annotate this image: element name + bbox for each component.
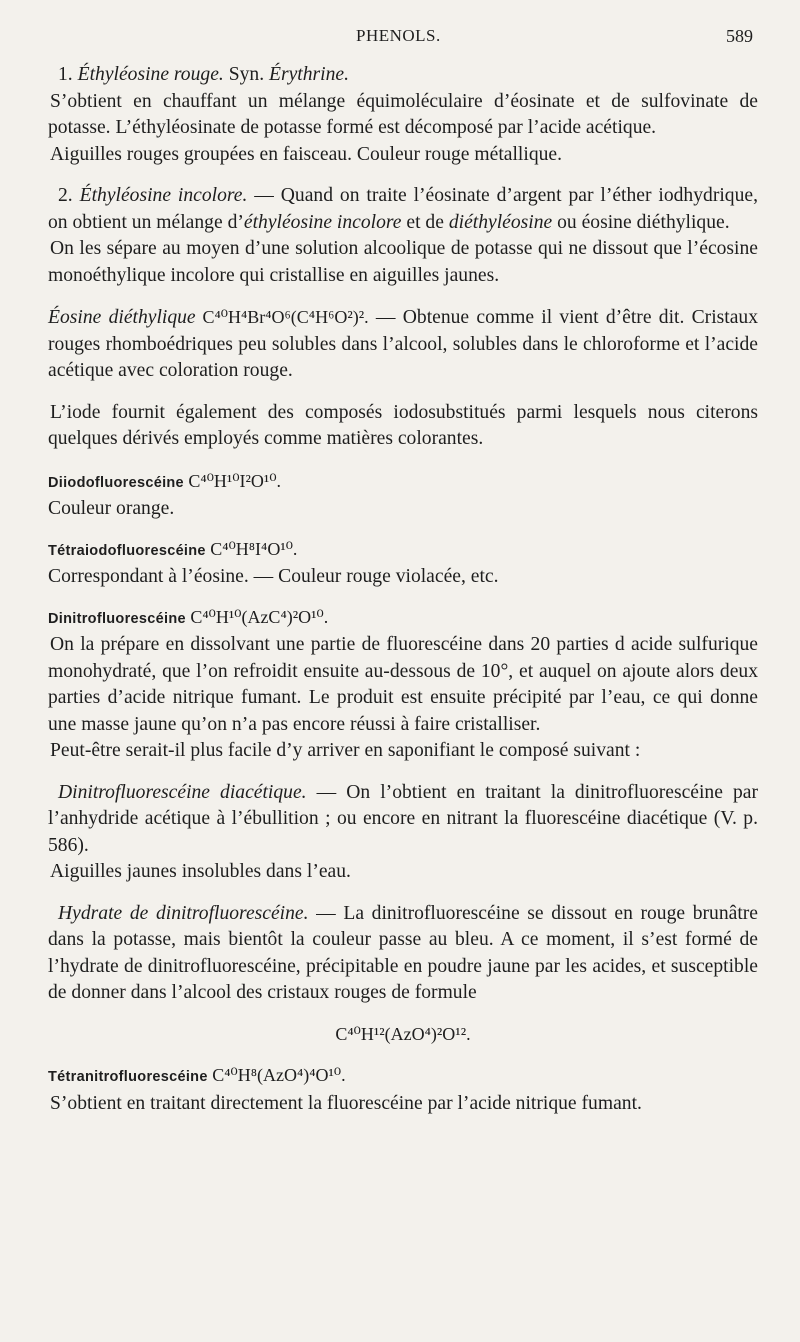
formula: C⁴⁰H¹⁰I²O¹⁰.: [183, 470, 282, 491]
entry-heading: Dinitrofluorescéine: [48, 610, 186, 627]
entry-ethyleosine-incolore: 2. Éthyléosine incolore. — Quand on traite l’éosinate d’argent par l’éther iodhydrique, on obtient un mélange d’éthyléosine incolore et de diéthyléosine ou éosine diéthylique.: [48, 185, 758, 233]
paragraph: On les sépare au moyen d’une solution alcoolique de potasse qui ne dissout que l’écosine monoéthylique incolore qui cristallise en aiguilles jaunes.: [48, 238, 758, 286]
entry-tetranitrofluoresceine-heading: [48, 1062, 758, 1091]
entry-title: Éthyléosine rouge.: [77, 64, 224, 85]
formula-centered: C⁴⁰H¹²(AzO⁴)²O¹².: [335, 1023, 471, 1044]
entry-heading: Tétraiodofluorescéine: [48, 542, 206, 559]
entry-tetraiodofluoresceine-heading: [48, 536, 758, 565]
entry-eosine-diethylique: Éosine diéthylique C⁴⁰H⁴Br⁴O⁶(C⁴H⁶O²)². — Obtenue comme il vient d’être dit. Cristaux rouges rhomboédriques peu solubles dans l’alcool, solubles dans le chloroforme et l’acide acétique avec coloration rouge.: [48, 307, 759, 381]
paragraph: On la prépare en dissolvant une partie de fluorescéine dans 20 parties d acide sulfurique monohydraté, que l’on refroidit ensuite au-dessous de 10°, et auquel on ajoute alors deux parties d’acide nitrique fumant. Le produit est ensuite précipité par l’eau, ce qui donne une masse jaune qu’on n’a pas encore réussi à faire cristalliser.: [48, 634, 758, 735]
entry-diiodofluoresceine-heading: [48, 468, 758, 497]
paragraph: Aiguilles rouges groupées en faisceau. Couleur rouge métallique.: [50, 143, 563, 165]
entry-title: Hydrate de dinitrofluorescéine.: [58, 902, 309, 924]
running-title: PHENOLS.: [356, 26, 441, 45]
page-number: 589: [726, 26, 753, 46]
entry-title: Éosine diéthylique: [48, 307, 196, 328]
paragraph: Correspondant à l’éosine. — Couleur rouge violacée, etc.: [48, 566, 499, 587]
paragraph: Aiguilles jaunes insolubles dans l’eau.: [50, 861, 351, 882]
entry-hydrate-dinitrofluoresceine: Hydrate de dinitrofluorescéine. — La dinitrofluorescéine se dissout en rouge brunâtre dans la potasse, mais bientôt la couleur passe au bleu. A ce moment, il s’est formé de l’hydrate de dinitrofluorescéine, précipitable en poudre jaune par les acides, et susceptible de donner dans l’alcool des cristaux rouges de formule: [48, 902, 759, 1003]
page-header: [0, 26, 800, 52]
paragraph: S’obtient en traitant directement la fluorescéine par l’acide nitrique fumant.: [50, 1092, 642, 1114]
page-body: [48, 62, 758, 1117]
formula: C⁴⁰H⁸I⁴O¹⁰.: [205, 538, 298, 559]
paragraph: Couleur orange.: [48, 498, 175, 519]
paragraph: Peut-être serait-il plus facile d’y arriver en saponifiant le composé suivant :: [50, 740, 641, 761]
formula: C⁴⁰H⁴Br⁴O⁶(C⁴H⁶O²)².: [195, 307, 369, 327]
entry-heading: Diiodofluorescéine: [48, 474, 184, 491]
entry-title: Dinitrofluorescéine diacétique.: [58, 781, 307, 803]
formula: C⁴⁰H¹⁰(AzC⁴)²O¹⁰.: [185, 606, 329, 627]
entry-dinitrofluoresceine-heading: [48, 604, 758, 633]
entry-heading: Tétranitrofluorescéine: [48, 1069, 208, 1085]
entry-dinitrofluoresceine-diacetique: Dinitrofluorescéine diacétique. — On l’obtient en traitant la dinitrofluorescéine par l’anhydride acétique à l’ébullition ; ou encore en nitrant la fluorescéine diacétique (V. p. 586).: [48, 781, 758, 856]
paragraph: S’obtient en chauffant un mélange équimoléculaire d’éosinate et de sulfovinate de potasse. L’éthyléosinate de potasse formé est décomposé par l’acide acétique.: [48, 90, 758, 138]
entry-ethyleosine-rouge-heading: 1. Éthyléosine rouge. Syn. Érythrine.: [58, 64, 349, 85]
entry-title: Éthyléosine incolore.: [79, 185, 248, 206]
formula: C⁴⁰H⁸(AzO⁴)⁴O¹⁰.: [207, 1065, 346, 1085]
paragraph: L’iode fournit également des composés iodosubstitués parmi lesquels nous citerons quelques dérivés employés comme matières colorantes.: [48, 401, 758, 449]
